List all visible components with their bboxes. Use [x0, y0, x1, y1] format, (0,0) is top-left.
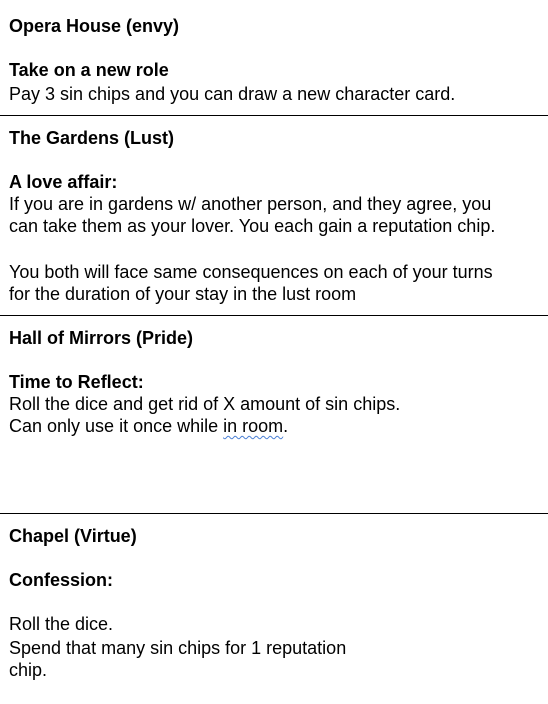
- ability-title-new-role: Take on a new role: [9, 60, 169, 80]
- ability-text-line: for the duration of your stay in the lust room: [9, 284, 357, 304]
- ability-title-confession: Confession:: [9, 570, 114, 590]
- ability-text-line: Pay 3 sin chips and you can draw a new character card.: [9, 84, 456, 104]
- ability-text-line: can take them as your lover. You each gain a reputation chip.: [9, 216, 496, 236]
- ability-text-line: Spend that many sin chips for 1 reputation: [9, 638, 347, 658]
- ability-text-segment: .: [283, 416, 289, 436]
- room-title-opera-house: Opera House (envy): [9, 16, 180, 36]
- room-title-chapel: Chapel (Virtue): [9, 526, 137, 546]
- room-title-gardens: The Gardens (Lust): [9, 128, 175, 148]
- ability-text-segment: Can only use it once while: [9, 416, 224, 436]
- section-divider: [0, 315, 548, 316]
- ability-text-line: [9, 415, 288, 437]
- ability-title-time-to-reflect: Time to Reflect:: [9, 372, 144, 392]
- ability-text-line: chip.: [9, 660, 48, 680]
- section-divider: [0, 513, 548, 514]
- ability-text-line: You both will face same consequences on each of your turns: [9, 262, 493, 282]
- ability-text-line: Roll the dice and get rid of X amount of sin chips.: [9, 394, 401, 414]
- ability-title-love-affair: A love affair:: [9, 172, 118, 192]
- section-divider: [0, 115, 548, 116]
- ability-text-line: Roll the dice.: [9, 614, 114, 634]
- spellcheck-flagged-text[interactable]: in room: [223, 416, 284, 436]
- ability-text-line: If you are in gardens w/ another person, and they agree, you: [9, 194, 492, 214]
- room-title-hall-of-mirrors: Hall of Mirrors (Pride): [9, 328, 194, 348]
